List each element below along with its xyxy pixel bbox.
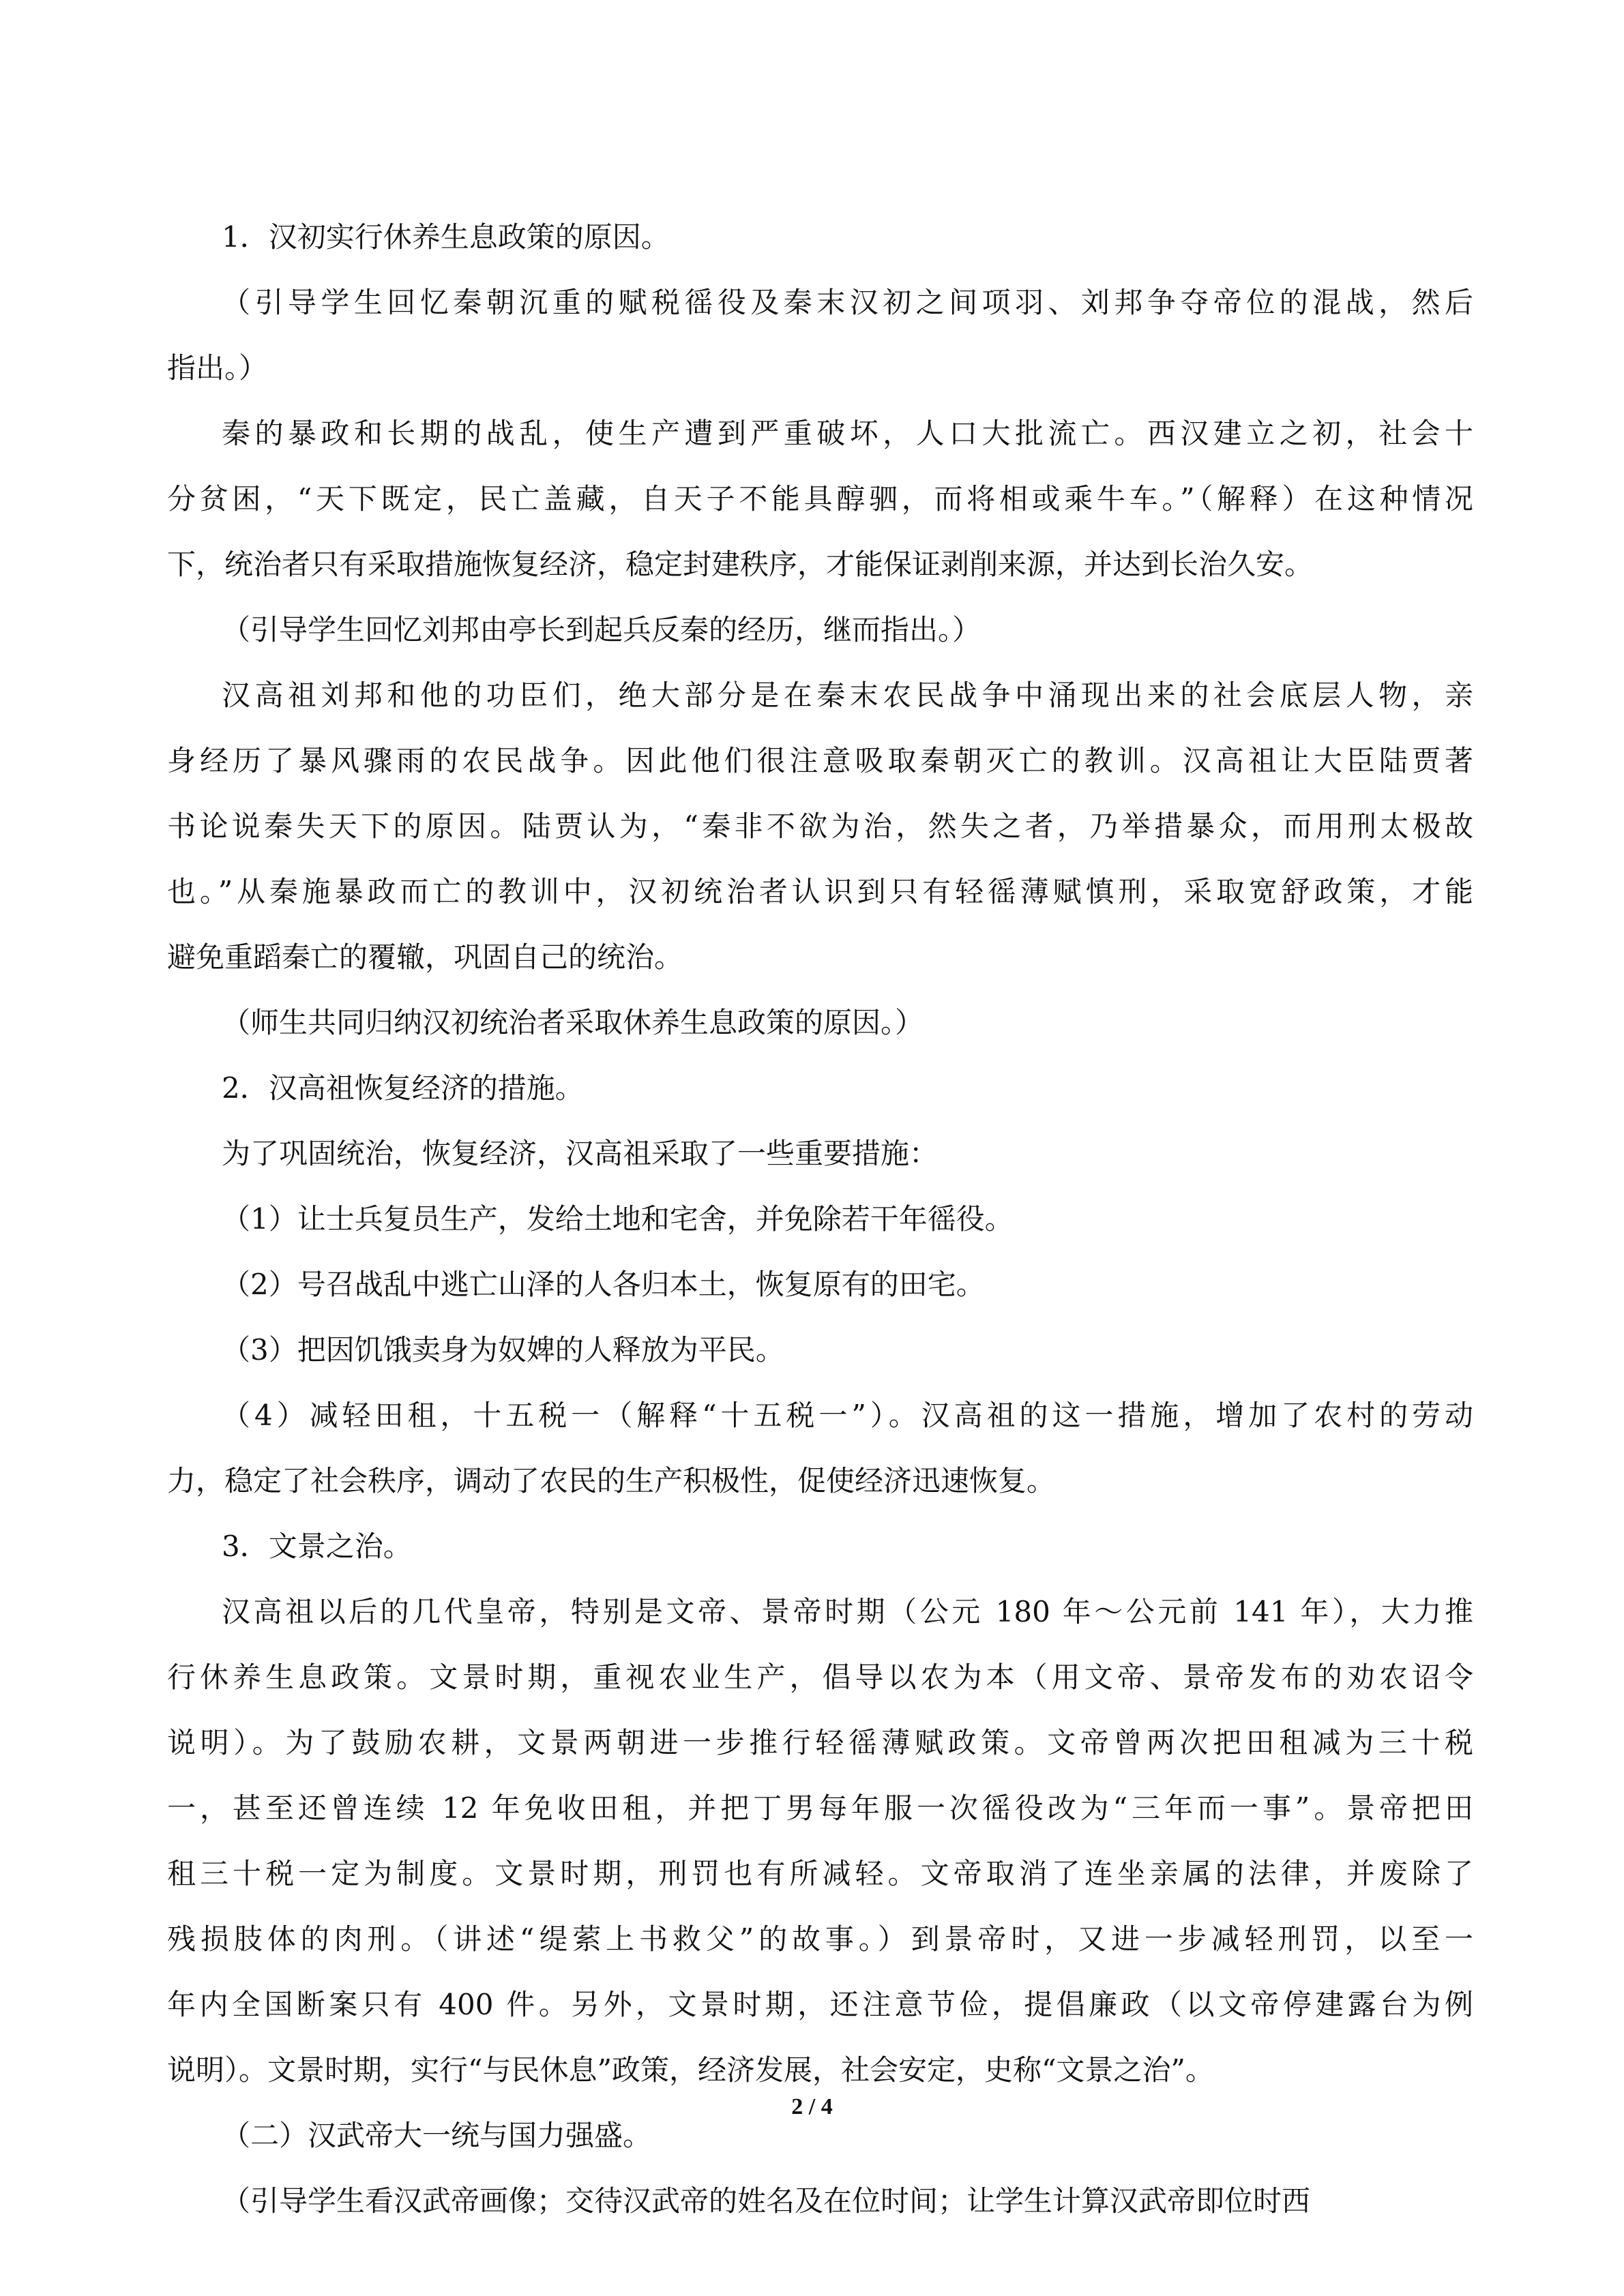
paragraph: [167, 1252, 1473, 1317]
text-line: 年内全国断案只有 400 件。另外，文景时期，还注意节俭，提倡廉政（以文帝停建露台为例: [167, 1988, 1473, 2021]
paragraph: [167, 990, 1473, 1056]
text-line: 租三十税一定为制度。文景时期，刑罚也有所减轻。文帝取消了连坐亲属的法律，并废除了: [167, 1857, 1473, 1890]
text-line: 行休养生息政策。文景时期，重视农业生产，倡导以农为本（用文帝、景帝发布的劝农诏令: [167, 1660, 1473, 1694]
text-line: 3．文景之治。: [222, 1530, 412, 1563]
paragraph: [167, 597, 1473, 663]
text-line: 汉高祖以后的几代皇帝，特别是文帝、景帝时期（公元 180 年～公元前 141 年），大力推: [222, 1595, 1473, 1628]
text-line: 为了巩固统治，恢复经济，汉高祖采取了一些重要措施：: [222, 1137, 939, 1170]
text-line: 汉高祖刘邦和他的功臣们，绝大部分是在秦末农民战争中涌现出来的社会底层人物，亲: [222, 679, 1473, 712]
page-number: 2 / 4: [791, 2094, 833, 2119]
text-line: （引导学生看汉武帝画像；交待汉武帝的姓名及在位时间；让学生计算汉武帝即位时西: [222, 2184, 1311, 2218]
text-line: 分贫困，“天下既定，民亡盖藏，自天子不能具醇驷，而将相或乘牛车。”（解释）在这种情况: [167, 482, 1473, 516]
paragraph: [167, 1579, 1473, 2103]
paragraph: [167, 1187, 1473, 1252]
document-body: [167, 205, 1473, 2234]
text-line: （师生共同归纳汉初统治者采取休养生息政策的原因。）: [222, 1006, 924, 1039]
text-line: 说明）。文景时期，实行“与民休息”政策，经济发展，社会安定，史称“文景之治”。: [167, 2053, 1214, 2087]
text-line: （3）把因饥饿卖身为奴婢的人释放为平民。: [222, 1333, 784, 1367]
text-line: 避免重蹈秦亡的覆辙，巩固自己的统治。: [167, 940, 683, 974]
text-line: 也。”从秦施暴政而亡的教训中，汉初统治者认识到只有轻徭薄赋慎刑，采取宽舒政策，才能: [167, 875, 1473, 908]
text-line: 2．汉高祖恢复经济的措施。: [222, 1071, 584, 1105]
text-line: （引导学生回忆秦朝沉重的赋税徭役及秦末汉初之间项羽、刘邦争夺帝位的混战，然后: [222, 286, 1473, 319]
text-line: （引导学生回忆刘邦由亭长到起兵反秦的经历，继而指出。）: [222, 613, 981, 646]
paragraph: [167, 2168, 1473, 2234]
paragraph: [167, 270, 1473, 401]
text-line: （二）汉武帝大一统与国力强盛。: [222, 2119, 652, 2152]
text-line: （2）号召战乱中逃亡山泽的人各归本土，恢复原有的田宅。: [222, 1268, 985, 1301]
text-line: 残损肢体的肉刑。（讲述“缇萦上书救父”的故事。）到景帝时，又进一步减轻刑罚，以至一: [167, 1922, 1473, 1956]
text-line: 力，稳定了社会秩序，调动了农民的生产积极性，促使经济迅速恢复。: [167, 1464, 1056, 1497]
paragraph: [167, 1317, 1473, 1383]
text-line: 说明）。为了鼓励农耕，文景两朝进一步推行轻徭薄赋政策。文帝曾两次把田租减为三十税: [167, 1726, 1473, 1759]
paragraph: [167, 1514, 1473, 1579]
paragraph: [167, 1383, 1473, 1514]
text-line: 书论说秦失天下的原因。陆贾认为，“秦非不欲为治，然失之者，乃举措暴众，而用刑太极故: [167, 809, 1473, 843]
text-line: 身经历了暴风骤雨的农民战争。因此他们很注意吸取秦朝灭亡的教训。汉高祖让大臣陆贾著: [167, 744, 1473, 777]
paragraph: [167, 401, 1473, 597]
paragraph: [167, 663, 1473, 990]
paragraph: [167, 1056, 1473, 1121]
text-line: 一，甚至还曾连续 12 年免收田租，并把丁男每年服一次徭役改为“三年而一事”。景帝把田: [167, 1791, 1473, 1825]
paragraph: [167, 205, 1473, 270]
text-line: （4）减轻田租，十五税一（解释“十五税一”）。汉高祖的这一措施，增加了农村的劳动: [222, 1399, 1473, 1432]
text-line: 秦的暴政和长期的战乱，使生产遭到严重破坏，人口大批流亡。西汉建立之初，社会十: [222, 417, 1473, 450]
text-line: 指出。）: [167, 351, 268, 385]
text-line: （1）让士兵复员生产，发给土地和宅舍，并免除若干年徭役。: [222, 1202, 1014, 1236]
paragraph: [167, 1121, 1473, 1187]
text-line: 下，统治者只有采取措施恢复经济，稳定封建秩序，才能保证剥削来源，并达到长治久安。: [167, 548, 1314, 581]
text-line: 1．汉初实行休养生息政策的原因。: [222, 220, 670, 254]
